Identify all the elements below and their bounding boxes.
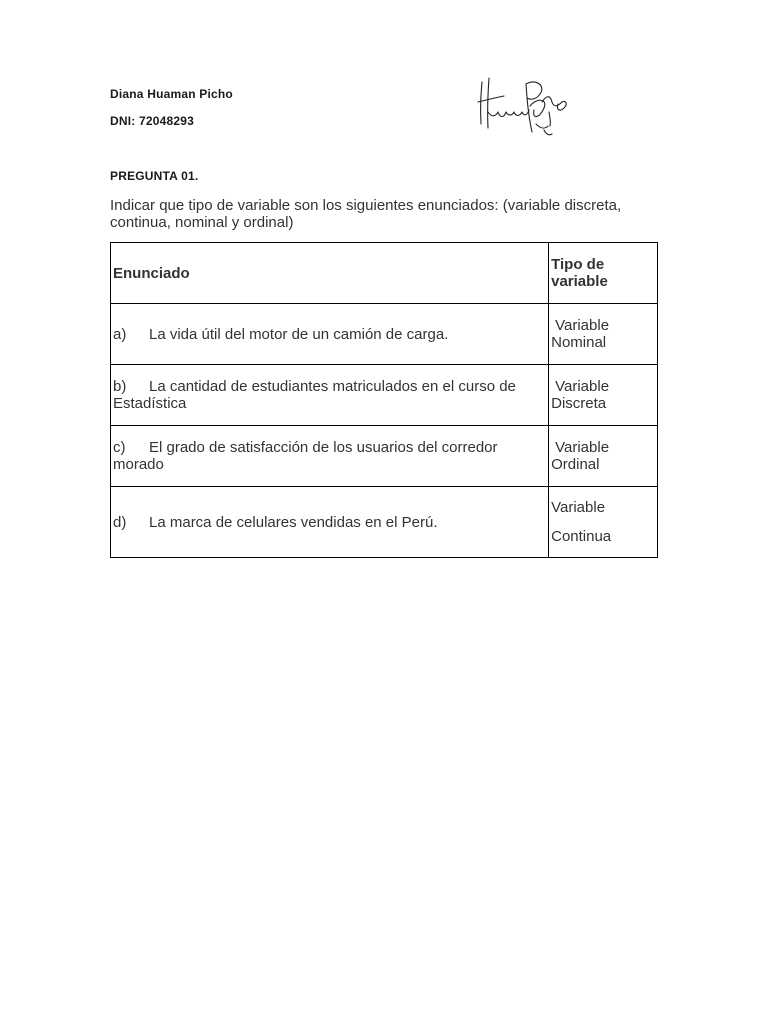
item-letter: d) bbox=[113, 513, 127, 531]
type-line2: Ordinal bbox=[551, 456, 600, 473]
item-letter: b) bbox=[113, 378, 127, 395]
header-type-line2: variable bbox=[551, 273, 608, 290]
type-cell bbox=[549, 365, 658, 426]
type-line1: Variable bbox=[555, 317, 610, 334]
statement-text: La vida útil del motor de un camión de carga. bbox=[149, 325, 449, 343]
statement-cell bbox=[111, 304, 549, 365]
type-cell bbox=[549, 304, 658, 365]
item-letter: a) bbox=[113, 325, 127, 343]
statement-cell bbox=[111, 365, 549, 426]
statement-cell bbox=[111, 487, 549, 558]
handwritten-signature bbox=[470, 72, 570, 144]
statement-text-continued: Estadística bbox=[113, 395, 187, 412]
type-line2: Nominal bbox=[551, 334, 607, 351]
type-cell bbox=[549, 426, 658, 487]
question-text: Indicar que tipo de variable son los siguientes enunciados: (variable discreta, continua, nominal y ordinal) bbox=[110, 197, 622, 231]
table-row bbox=[111, 487, 658, 558]
type-line2: Continua bbox=[551, 528, 612, 545]
type-cell bbox=[549, 487, 658, 558]
statement-text: El grado de satisfacción de los usuarios del corredor bbox=[149, 439, 498, 456]
answer-table bbox=[110, 242, 658, 558]
type-line2: Discreta bbox=[551, 395, 607, 412]
author-dni: DNI: 72048293 bbox=[110, 114, 194, 128]
table-row bbox=[111, 365, 658, 426]
question-title: PREGUNTA 01. bbox=[110, 169, 199, 183]
type-line1: Variable bbox=[551, 499, 606, 516]
table-header-row bbox=[111, 243, 658, 304]
table-row bbox=[111, 304, 658, 365]
header-type-line1: Tipo de bbox=[551, 256, 605, 273]
table-row bbox=[111, 426, 658, 487]
author-name: Diana Huaman Picho bbox=[110, 87, 233, 101]
type-line1: Variable bbox=[555, 439, 610, 456]
header-type bbox=[549, 243, 658, 304]
statement-text: La cantidad de estudiantes matriculados en el curso de bbox=[149, 378, 516, 395]
statement-text: La marca de celulares vendidas en el Perú. bbox=[149, 513, 438, 531]
header-statement: Enunciado bbox=[111, 243, 549, 304]
statement-cell bbox=[111, 426, 549, 487]
type-line1: Variable bbox=[555, 378, 610, 395]
statement-text-continued: morado bbox=[113, 456, 164, 473]
item-letter: c) bbox=[113, 439, 126, 456]
